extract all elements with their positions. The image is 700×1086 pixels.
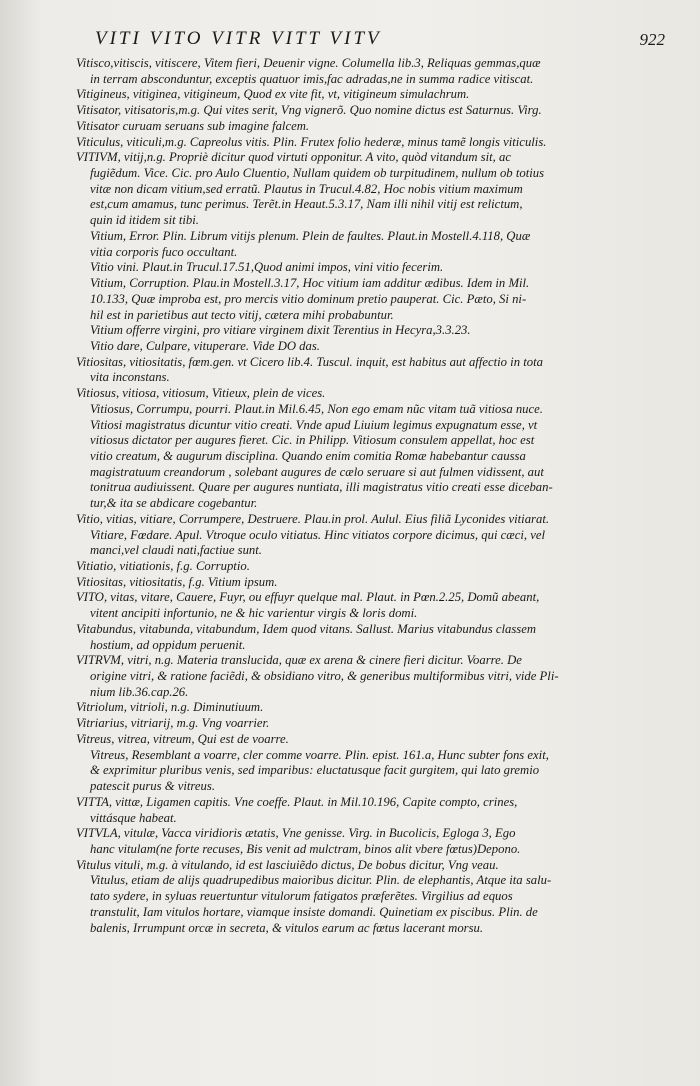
text-line: vitia corporis fuco occultant. [90,244,238,259]
dictionary-text [76,56,624,936]
text-line: tur,& ita se abdicare cogebantur. [90,496,258,511]
text-line: nium lib.36.cap.26. [90,684,189,699]
text-line: VITTA, vittæ, Ligamen capitis. Vne coeffe. Plaut. in Mil.10.196, Capite compto, crines, [76,794,518,809]
text-line: transtulit, Iam vitulos hortare, viamque insiste domandi. Quinetiam ex piscibus. Plin. de [90,904,538,919]
text-line: manci,vel claudi nati,factiue sunt. [90,543,262,558]
text-line: Vitio vini. Plaut.in Trucul.17.51,Quod animi impos, vini vitio fecerim. [90,260,444,275]
text-line: VITRVM, vitri, n.g. Materia translucida, quæ ex arena & cinere fieri dicitur. Voarre. De [76,653,522,668]
dictionary-entry [76,575,624,591]
text-line: vitent ancipiti infortunio, ne & hic varientur virgis & loris domi. [90,606,418,621]
text-line: vitiosus dictator per augures fieret. Cic. in Philipp. Vitiosum consulem appellat, hoc est [90,433,535,448]
text-line: Vitiatio, vitiationis, f.g. Corruptio. [76,559,250,573]
text-line: hostium, ad oppidum peruenit. [90,637,246,652]
text-line: magistratuum creandorum , solebant augures de cælo seruare si aut fulmen vidissent, aut [90,464,544,479]
text-line: Vitisator, vitisatoris,m.g. Qui vites serit, Vng vignerõ. Quo nomine dictus est Saturnus. Virg. [76,103,542,118]
dictionary-entry [76,386,624,402]
text-line: Vitiosi magistratus dicuntur vitio creati. Vnde apud Liuium legimus expugnatum esse, vt [90,417,538,432]
text-line: balenis, Irrumpunt orcæ in secreta, & vitulos earum ac fœtus lacerant morsu. [90,920,484,935]
text-line: hil est in parietibus aut tecto vitij, cætera mihi probabuntur. [90,307,394,322]
dictionary-entry [76,135,624,151]
dictionary-entry [76,653,624,700]
running-header [95,28,665,54]
dictionary-entry [76,716,624,732]
text-line: VITO, vitas, vitare, Cauere, Fuyr, ou effuyr quelque mal. Plaut. in Pœn.2.25, Domũ abeant, [76,590,540,605]
page-number: 922 [639,30,665,49]
text-line: Vitium, Error. Plin. Librum vitijs plenum. Plein de faultes. Plaut.in Mostell.4.118, Quæ [90,228,531,243]
text-line: Vitio dare, Culpare, vituperare. Vide DO das. [90,338,320,353]
text-line: Vitisator curuam seruans sub imagine falcem. [76,118,310,133]
dictionary-entry [76,700,624,716]
text-line: tonitrua audiuissent. Quare per augures nuntiata, illi magistratus vitio creati esse diceban- [90,480,553,495]
text-line: Vitreus, vitrea, vitreum, Qui est de voarre. [76,731,289,746]
dictionary-entry [76,103,624,134]
dictionary-entry [76,355,624,386]
text-line: patescit purus & vitreus. [90,779,215,794]
text-line: quin id itidem sit tibi. [90,213,199,228]
text-line: Vitiosus, Corrumpu, pourri. Plaut.in Mil.6.45, Non ego emam nũc vitam tuã vitiosa nuce. [90,401,543,416]
dictionary-entry [76,276,624,323]
text-line: VITVLA, vitulæ, Vacca viridioris ætatis, Vne genisse. Virg. in Bucolicis, Egloga 3, Ego [76,826,516,841]
dictionary-entry [76,826,624,857]
text-line: hanc vitulam(ne forte recuses, Bis venit ad mulctram, binos alit vbere fœtus)Depono. [90,841,521,856]
text-line: 10.133, Quæ improba est, pro mercis vitio dominum pretio pauperat. Cic. Pæto, Si ni- [90,291,527,306]
text-line: est,cum amamus, tunc perimus. Terẽt.in Heaut.5.3.17, Nam illi nihil vitij est relictum, [90,197,523,212]
text-line: Vitulus vituli, m.g. à vitulando, id est lasciuiẽdo dictus, De bobus dicitur, Vng veau. [76,857,499,872]
dictionary-entry [76,339,624,355]
text-line: Vitisco,vitiscis, vitiscere, Vitem fieri, Deuenir vigne. Columella lib.3, Reliquas gemmas,quæ [76,56,541,70]
text-line: Vitabundus, vitabunda, vitabundum, Idem quod vitans. Sallust. Marius vitabundus classem [76,621,537,636]
text-line: Vitium, Corruption. Plau.in Mostell.3.17, Hoc vitium iam additur ædibus. Idem in Mil. [90,276,530,291]
dictionary-entry [76,732,624,748]
text-line: & exprimitur pluribus venis, sed imparibus: eluctatusque facit gurgitem, qui lato gremio [90,763,540,778]
text-line: fugiẽdum. Vice. Cic. pro Aulo Cluentio, Nullam quidem ob turpitudinem, nullum ob totius [90,166,545,181]
text-line: Vitigineus, vitiginea, vitigineum, Quod ex vite fit, vt, vitigineum simulachrum. [76,87,470,102]
text-line: Vitio, vitias, vitiare, Corrumpere, Destruere. Plau.in prol. Aulul. Eius filiã Lyconides vitiarat. [76,511,550,526]
dictionary-entry [76,873,624,936]
dictionary-entry [76,260,624,276]
text-line: Vitiare, Fœdare. Apul. Vtroque oculo vitiatus. Hinc vitiatos corpore dicimus, qui cæci, vel [90,527,546,542]
dictionary-entry [76,590,624,621]
text-line: vita inconstans. [90,370,170,385]
text-line: vitio creatum, & augurum disciplina. Quando enim comitia Romæ habebantur caussa [90,448,526,463]
dictionary-entry [76,229,624,260]
text-line: VITIVM, vitij,n.g. Propriè dicitur quod virtuti opponitur. A vito, quòd vitandum sit, ac [76,150,511,165]
dictionary-entry [76,323,624,339]
dictionary-entry [76,87,624,103]
dictionary-entry [76,150,624,229]
text-line: Vitiositas, vitiositatis, fœm.gen. vt Cicero lib.4. Tuscul. inquit, est habitus aut affectio in tota [76,354,543,369]
text-line: tato sydere, in syluas reuertuntur vitulorum fatigatos præferẽtes. Virgilius ad equos [90,889,513,904]
text-line: Vitiosus, vitiosa, vitiosum, Vitieux, plein de vices. [76,386,326,401]
dictionary-entry [76,748,624,795]
text-line: Viticulus, viticuli,m.g. Capreolus vitis. Plin. Frutex folio hederæ, minus tamẽ longis viticulis. [76,134,547,149]
text-line: in terram absconduntur, exceptis quatuor imis,fac adradas,ne in summa radice vitiscat. [90,71,534,86]
dictionary-entry [76,858,624,874]
running-head-text: VITI VITO VITR VITT VITV [95,28,382,49]
dictionary-entry [76,622,624,653]
text-line: Vitreus, Resemblant a voarre, cler comme voarre. Plin. epist. 161.a, Hunc subter fons exit, [90,747,549,762]
text-line: Vitulus, etiam de alijs quadrupedibus maioribus dicitur. Plin. de elephantis, Atque ita salu- [90,873,552,888]
text-line: origine vitri, & ratione faciẽdi, & obsidiano vitro, & generibus multiformibus vitri, vide Pli- [90,669,559,684]
text-line: Vitriarius, vitriarij, m.g. Vng voarrier. [76,716,270,731]
text-line: Vitiositas, vitiositatis, f.g. Vitium ipsum. [76,574,278,589]
dictionary-entry [76,56,624,87]
dictionary-entry [76,795,624,826]
text-line: Vitium offerre virgini, pro vitiare virginem dixit Terentius in Hecyra,3.3.23. [90,323,471,338]
text-line: vitæ non dicam vitium,sed erratũ. Plautus in Trucul.4.82, Hoc nobis vitium maximum [90,181,523,196]
text-line: vittásque habeat. [90,810,177,825]
dictionary-entry [76,512,624,559]
dictionary-entry [76,559,624,575]
text-line: Vitriolum, vitrioli, n.g. Diminutiuum. [76,700,264,715]
dictionary-entry [76,402,624,512]
